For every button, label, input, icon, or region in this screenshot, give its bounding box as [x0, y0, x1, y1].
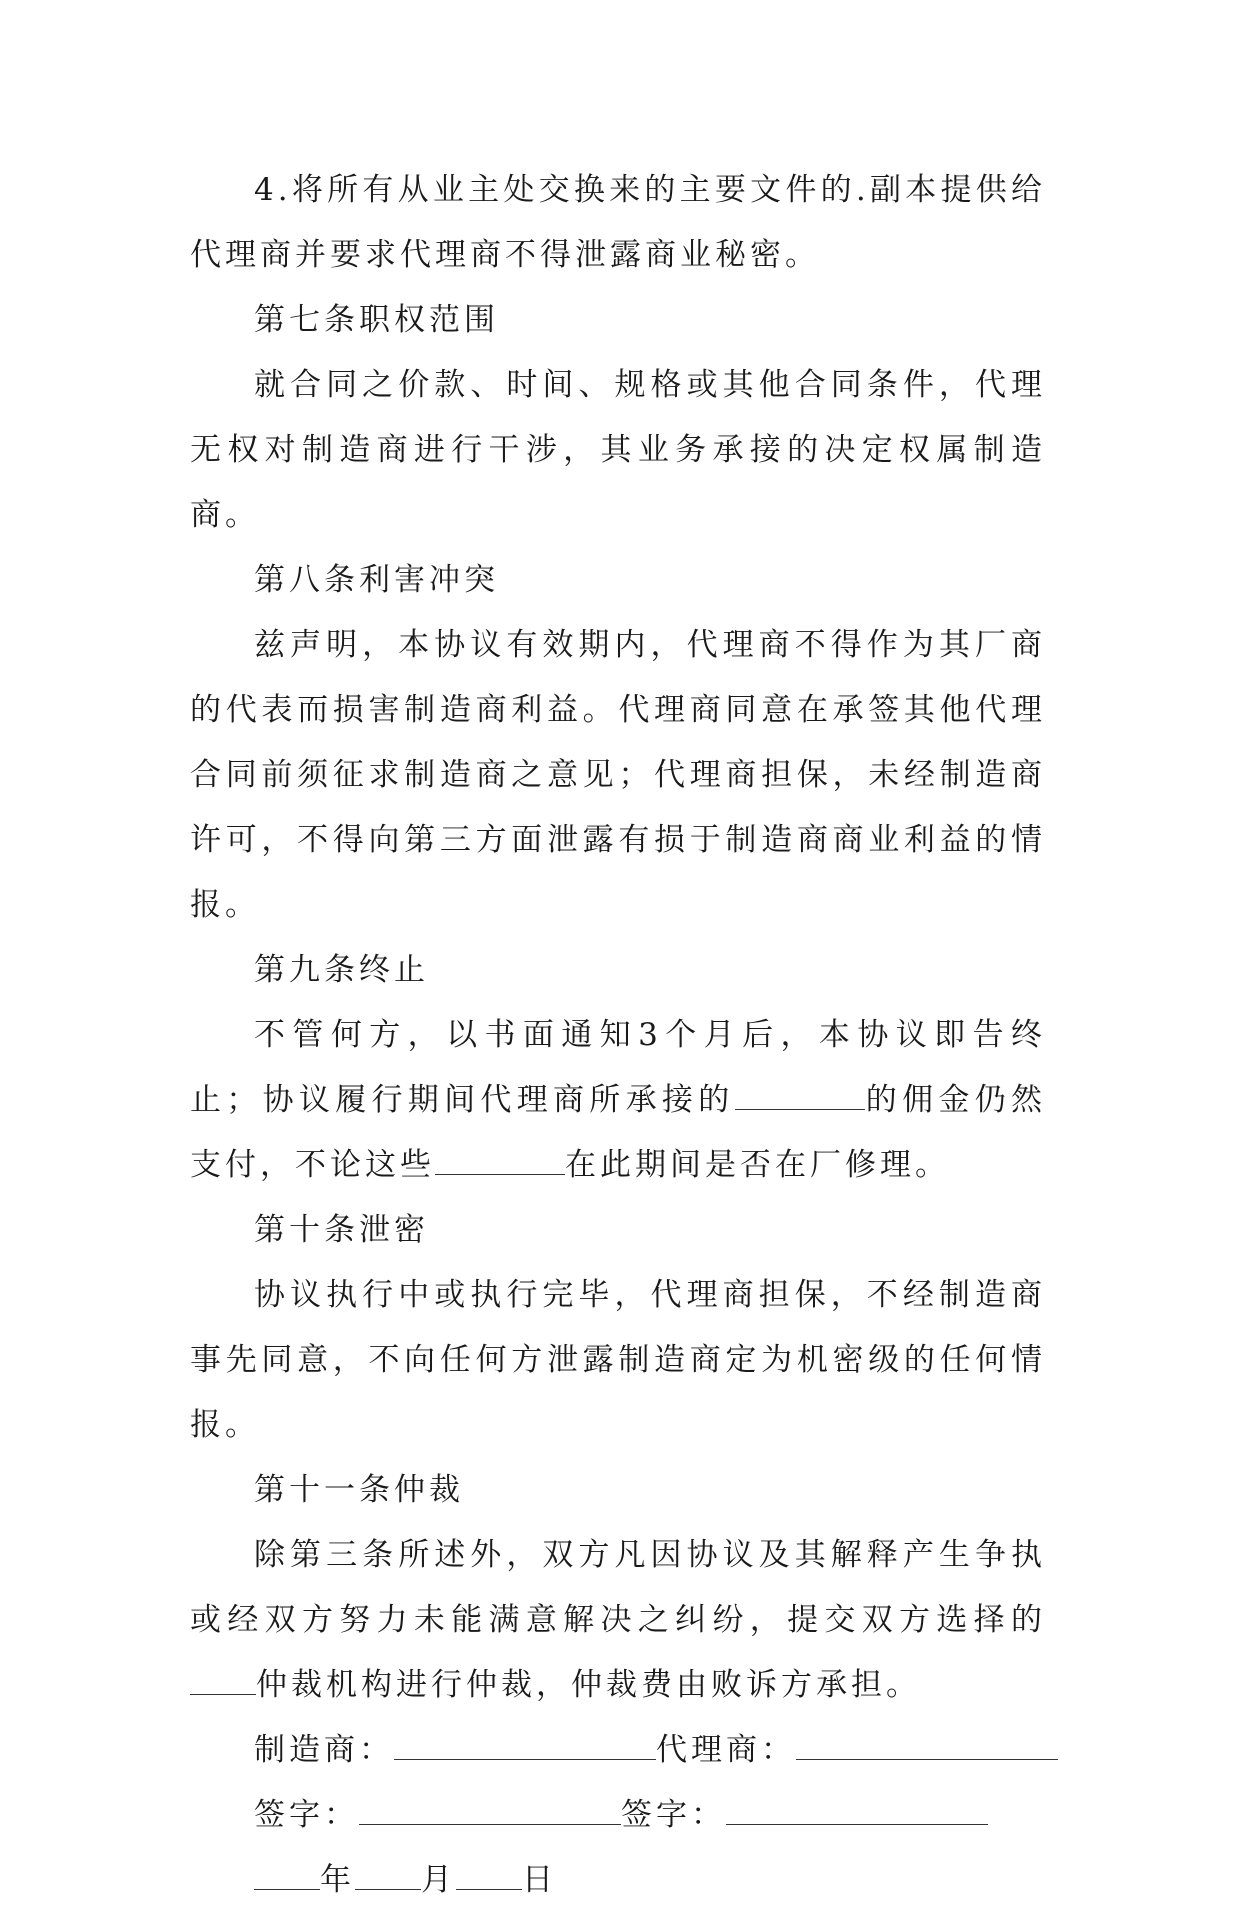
clause-11-text-a: 除第三条所述外，双方凡因协议及其解释产生争执或经双方努力未能满意解决之纠纷，提交双方选择的: [190, 1537, 1046, 1638]
sign-label-agent: 签字：: [621, 1797, 726, 1833]
year-field[interactable]: [254, 1863, 320, 1890]
date-line: [190, 1848, 1046, 1913]
month-label: 月: [421, 1862, 456, 1898]
clause-11-body: [190, 1523, 1046, 1718]
clause-9-heading: 第九条终止: [254, 952, 429, 988]
sign-label-manufacturer: 签字：: [254, 1797, 359, 1833]
fill-blank[interactable]: [190, 1668, 256, 1695]
fill-blank[interactable]: [735, 1083, 865, 1110]
clause-7-body: 就合同之价款、时间、规格或其他合同条件，代理无权对制造商进行干涉，其业务承接的决定权属制造商。: [190, 367, 1046, 533]
clause-9-text-b: 的佣金仍然支付，不论这些: [190, 1082, 1046, 1183]
day-label: 日: [522, 1862, 557, 1898]
manufacturer-field[interactable]: [394, 1733, 656, 1760]
document-page: [190, 158, 1046, 1913]
clause-6-item-4: 4.将所有从业主处交换来的主要文件的.副本提供给代理商并要求代理商不得泄露商业秘密。: [190, 172, 1046, 273]
party-line: [190, 1718, 1046, 1783]
clause-9-body: [190, 1003, 1046, 1198]
clause-9-text-c: 在此期间是否在厂修理。: [565, 1147, 950, 1183]
fill-blank[interactable]: [435, 1148, 565, 1175]
clause-10-body: 协议执行中或执行完毕，代理商担保，不经制造商事先同意，不向任何方泄露制造商定为机密级的任何情报。: [190, 1277, 1046, 1443]
day-field[interactable]: [456, 1863, 522, 1890]
month-field[interactable]: [355, 1863, 421, 1890]
year-label: 年: [320, 1862, 355, 1898]
clause-8-heading: 第八条利害冲突: [254, 562, 499, 598]
agent-field[interactable]: [796, 1733, 1058, 1760]
clause-11-heading: 第十一条仲裁: [254, 1472, 464, 1508]
agent-signature-field[interactable]: [726, 1798, 988, 1825]
manufacturer-label: 制造商：: [254, 1732, 394, 1768]
clause-7-heading: 第七条职权范围: [254, 302, 499, 338]
clause-9-text-a: 不管何方，以书面通知3个月后，本协议即告终止；协议履行期间代理商所承接的: [190, 1017, 1046, 1118]
clause-10-heading: 第十条泄密: [254, 1212, 429, 1248]
manufacturer-signature-field[interactable]: [359, 1798, 621, 1825]
signature-line: [190, 1783, 1046, 1848]
clause-11-text-b: 仲裁机构进行仲裁，仲裁费由败诉方承担。: [256, 1667, 921, 1703]
clause-8-body: 兹声明，本协议有效期内，代理商不得作为其厂商的代表而损害制造商利益。代理商同意在承签其他代理合同前须征求制造商之意见；代理商担保，未经制造商许可，不得向第三方面泄露有损于制造商商业利益的情报。: [190, 627, 1046, 923]
agent-label: 代理商：: [656, 1732, 796, 1768]
